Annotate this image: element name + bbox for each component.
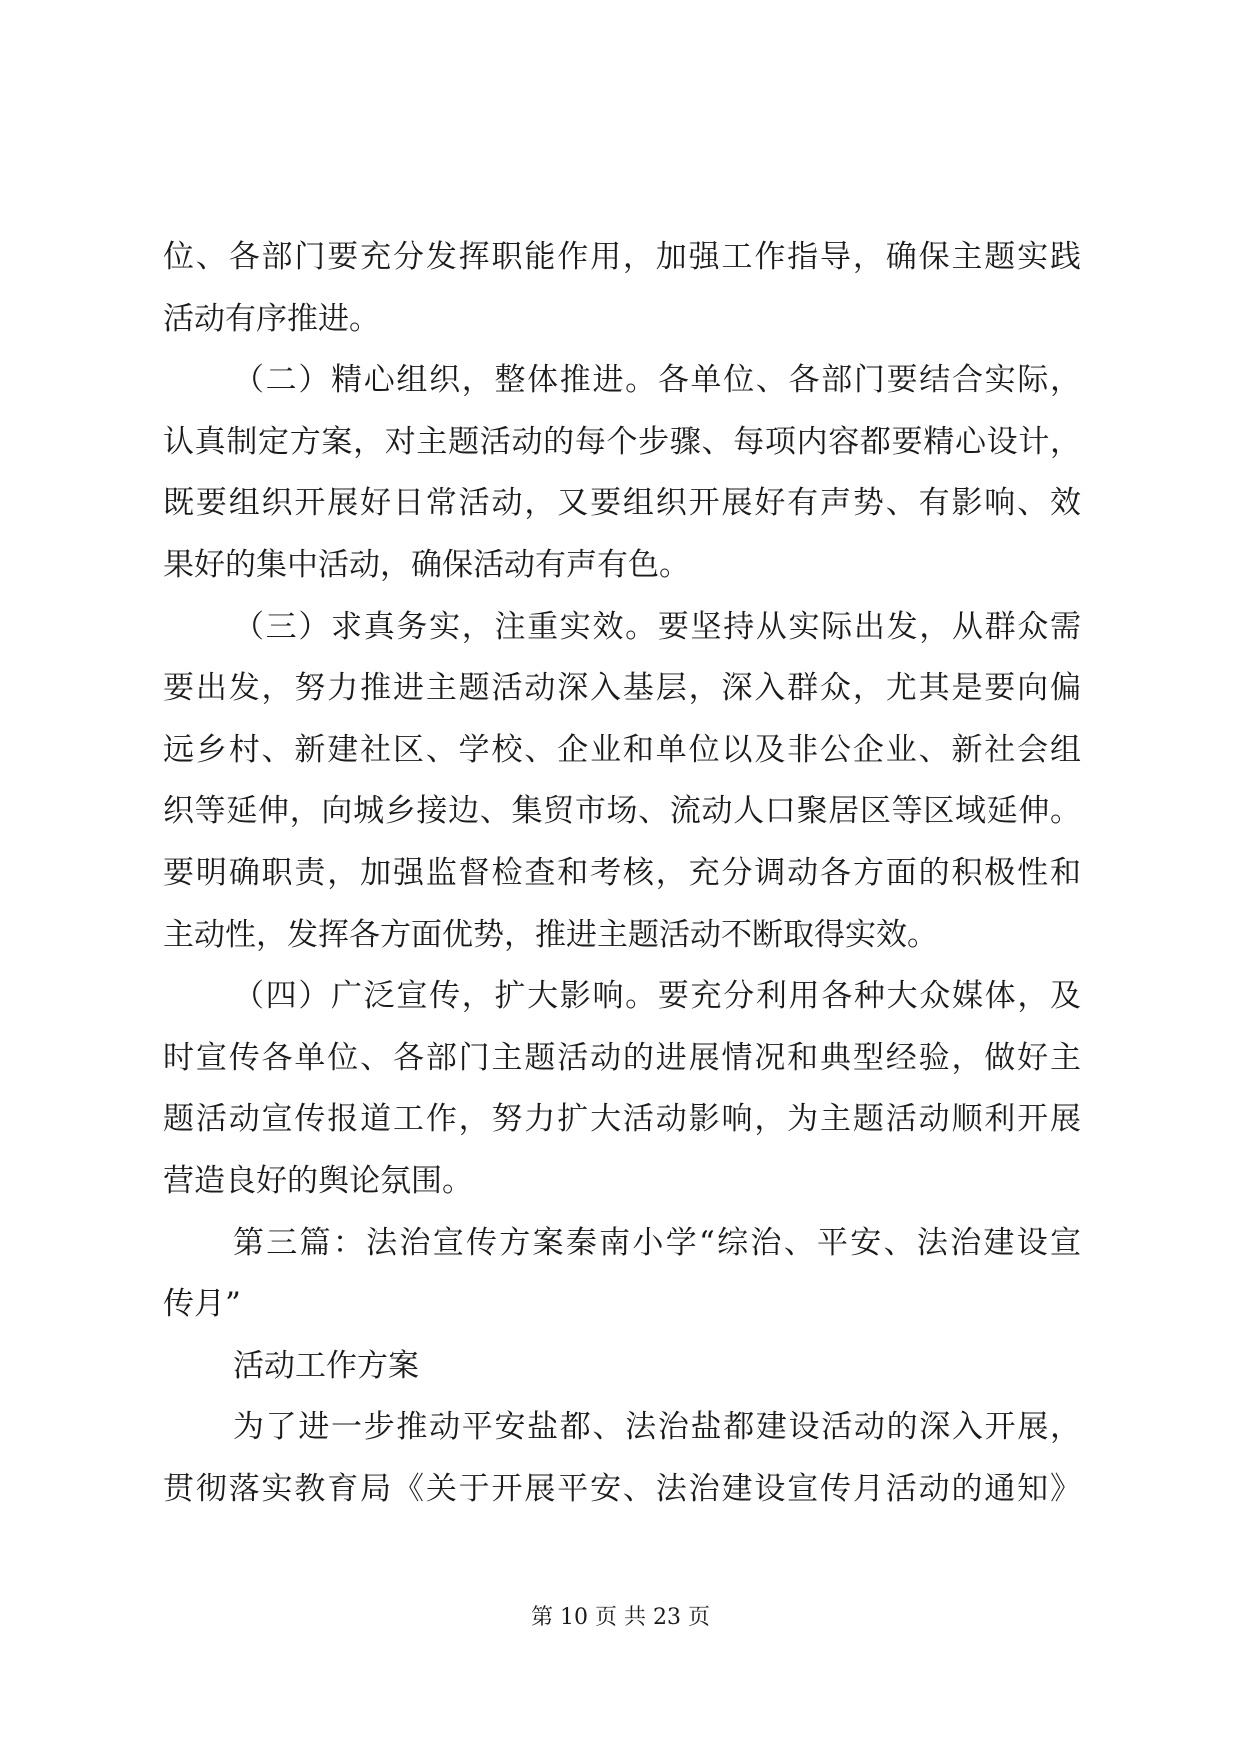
text-line: （二）精心组织，整体推进。各单位、各部门要结合实际，: [233, 362, 1081, 399]
text-line: 时宣传各单位、各部门主题活动的进展情况和典型经验，做好主: [163, 1039, 1081, 1076]
text-line: 位、各部门要充分发挥职能作用，加强工作指导，确保主题实践: [163, 239, 1081, 275]
text-line: 传月”: [163, 1286, 241, 1323]
text-line: 贯彻落实教育局《关于开展平安、法治建设宣传月活动的通知》: [163, 1470, 1081, 1507]
text-line: 题活动宣传报道工作，努力扩大活动影响，为主题活动顺利开展: [163, 1101, 1081, 1138]
text-line: 第三篇：法治宣传方案秦南小学“综治、平安、法治建设宣: [233, 1224, 1081, 1261]
text-line: 营造良好的舆论氛围。: [163, 1162, 473, 1199]
text-line: 活动有序推进。: [163, 300, 380, 337]
text-line: 织等延伸，向城乡接边、集贸市场、流动人口聚居区等区域延伸。: [163, 793, 1081, 830]
text-line: 远乡村、新建社区、学校、企业和单位以及非公企业、新社会组: [163, 731, 1081, 768]
text-line: 要明确职责，加强监督检查和考核，充分调动各方面的积极性和: [163, 854, 1081, 891]
text-line: 既要组织开展好日常活动，又要组织开展好有声势、有影响、效: [163, 485, 1081, 522]
text-line: 认真制定方案，对主题活动的每个步骤、每项内容都要精心设计，: [163, 423, 1081, 460]
text-line: 活动工作方案: [233, 1347, 419, 1384]
text-line: 要出发，努力推进主题活动深入基层，深入群众，尤其是要向偏: [163, 670, 1081, 707]
text-line: 主动性，发挥各方面优势，推进主题活动不断取得实效。: [163, 916, 938, 953]
text-line: （三）求真务实，注重实效。要坚持从实际出发，从群众需: [233, 608, 1081, 645]
document-body: [163, 227, 1081, 1520]
text-line: 果好的集中活动，确保活动有声有色。: [163, 546, 690, 583]
text-line: 为了进一步推动平安盐都、法治盐都建设活动的深入开展，: [233, 1409, 1081, 1446]
page-footer: 第 10 页 共 23 页: [531, 1605, 710, 1630]
text-line: （四）广泛宣传，扩大影响。要充分利用各种大众媒体，及: [233, 978, 1081, 1015]
